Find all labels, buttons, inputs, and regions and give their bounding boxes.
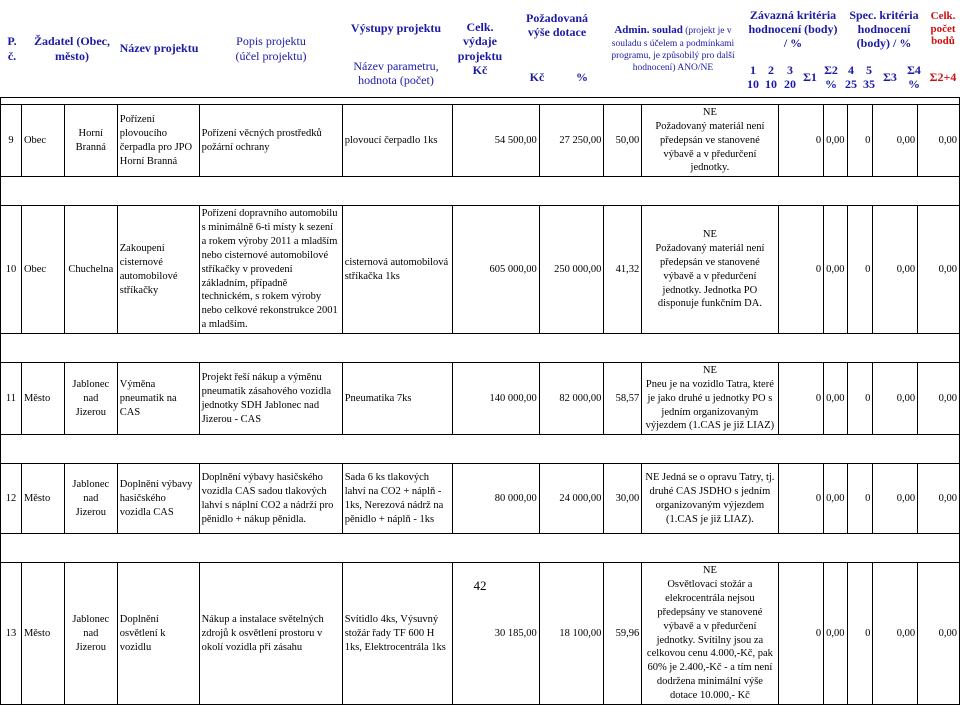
row-number: 10 <box>1 206 22 334</box>
project-outputs: Sada 6 ks tlakových lahví na CO2 + náplň - 1ks, Nerezová nádrž na pěnidlo + náplň - 1ks <box>342 464 453 534</box>
spacer-row <box>1 98 960 105</box>
sigma2-value: 0,00 <box>824 105 847 177</box>
sigma2-value: 0,00 <box>824 206 847 334</box>
header-celk-vydaje: Celk. výdaje projektu Kč <box>457 20 503 77</box>
header-poradi: P. č. <box>7 34 17 63</box>
total-points: 0,00 <box>918 105 960 177</box>
total-points: 0,00 <box>918 363 960 435</box>
spacer-row <box>1 534 960 563</box>
applicant-name: Horní Branná <box>64 105 117 177</box>
projects-table <box>0 97 960 705</box>
total-costs: 80 000,00 <box>453 464 539 534</box>
subsidy-percent: 30,00 <box>604 464 642 534</box>
sigma1-value: 0 <box>778 206 824 334</box>
requested-subsidy: 27 250,00 <box>539 105 604 177</box>
table-header <box>0 0 960 97</box>
spacer-row <box>1 177 960 206</box>
project-outputs: plovoucí čerpadlo 1ks <box>342 105 453 177</box>
total-costs: 605 000,00 <box>453 206 539 334</box>
applicant-type: Obec <box>21 105 64 177</box>
project-outputs: cisternová automobilová stříkačka 1ks <box>342 206 453 334</box>
sigma2-value: 0,00 <box>824 363 847 435</box>
project-name: Pořízení plovoucího čerpadla pro JPO Horní Branná <box>117 105 199 177</box>
header-pct: % <box>576 69 588 84</box>
project-name: Výměna pneumatik na CAS <box>117 363 199 435</box>
requested-subsidy: 18 100,00 <box>539 563 604 705</box>
header-spec-4: 4 25 <box>845 62 857 91</box>
admin-compliance: NE Požadovaný materiál není předepsán ve stanovené výbavě a v předurčení jednotky. Jednotka PO disponuje funkčním DA. <box>642 206 778 334</box>
total-costs: 54 500,00 <box>453 105 539 177</box>
applicant-name: Jablonec nad Jizerou <box>64 464 117 534</box>
header-zav-2: 2 10 <box>765 62 777 91</box>
admin-compliance: NE Jedná se o opravu Tatry, tj. druhé CAS JSDHO s jedním organizovaným výjezdem (1.CAS je již LIAZ). <box>642 464 778 534</box>
sigma1-value: 0 <box>778 105 824 177</box>
admin-compliance: NE Osvětlovací stožár a elekrocentrála nejsou předepsány ve stanovené výbavě a v předurčení jednotky. Svítilny jsou za celkovou cenu 4.000,-Kč, pak 60% je 2.400,-Kč - a tím není dodržena minimální výše dotace 10.000,- Kč <box>642 563 778 705</box>
total-points: 0,00 <box>918 563 960 705</box>
header-sigma4: Σ4 % <box>907 62 921 91</box>
project-description: Doplnění výbavy hasičského vozidla CAS sadou tlakových lahví s náplní CO2 a nádrží pro pěnidlo + nákup pěnidla. <box>199 464 342 534</box>
subsidy-percent: 50,00 <box>604 105 642 177</box>
header-zav-3: 3 20 <box>784 62 796 91</box>
applicant-name: Jablonec nad Jizerou <box>64 563 117 705</box>
header-sigma2: Σ2 % <box>824 62 838 91</box>
table-row <box>1 363 960 435</box>
sigma3-value: 0 <box>847 563 873 705</box>
subsidy-percent: 58,57 <box>604 363 642 435</box>
header-pozadovana: Požadovaná výše dotace <box>525 10 588 39</box>
row-number: 9 <box>1 105 22 177</box>
sigma1-value: 0 <box>778 563 824 705</box>
project-name: Zakoupení cisternové automobilové stříkačky <box>117 206 199 334</box>
spacer-row <box>1 334 960 363</box>
project-outputs: Pneumatika 7ks <box>342 363 453 435</box>
total-costs: 30 185,00 <box>453 563 539 705</box>
row-number: 12 <box>1 464 22 534</box>
header-celk-pocet: Celk. počet bodů <box>930 9 956 48</box>
project-description: Projekt řeší nákup a výměnu pneumatik zásahového vozidla jednotky SDH Jablonec nad Jizerou - CAS <box>199 363 342 435</box>
sigma4-value: 0,00 <box>873 206 918 334</box>
project-name: Doplnění osvětlení k vozidlu <box>117 563 199 705</box>
header-zadatel: Žadatel (Obec, město) <box>34 34 110 63</box>
admin-compliance: NE Pneu je na vozidlo Tatra, které je jako druhé u jednotky PO s jedním organizovaným výjezdem (1.CAS je již LIAZ) <box>642 363 778 435</box>
project-description: Pořízení věcných prostředků požární ochrany <box>199 105 342 177</box>
spacer-row <box>1 435 960 464</box>
header-zavazna: Závazná kritéria hodnocení (body) / % <box>748 7 838 51</box>
table-row <box>1 105 960 177</box>
header-spec-5: 5 35 <box>863 62 875 91</box>
project-name: Doplnění výbavy hasičského vozidla CAS <box>117 464 199 534</box>
requested-subsidy: 24 000,00 <box>539 464 604 534</box>
total-points: 0,00 <box>918 464 960 534</box>
header-popis: Popis projektu (účel projektu) <box>235 34 307 63</box>
sigma3-value: 0 <box>847 105 873 177</box>
sigma1-value: 0 <box>778 464 824 534</box>
header-nazev-parametru: Název parametru, hodnota (počet) <box>353 58 439 87</box>
sigma4-value: 0,00 <box>873 563 918 705</box>
sigma3-value: 0 <box>847 464 873 534</box>
sigma3-value: 0 <box>847 363 873 435</box>
requested-subsidy: 250 000,00 <box>539 206 604 334</box>
project-description: Pořízení dopravního automobilu s minimálně 6-ti místy k sezení a rokem výroby 2011 a mladším nebo cisternové automobilové stříkačky v provedení základním, případně technickém, s rokem výroby nebo celkové rekonstrukce 2001 a mladším. <box>199 206 342 334</box>
requested-subsidy: 82 000,00 <box>539 363 604 435</box>
applicant-name: Chuchelna <box>64 206 117 334</box>
sigma1-value: 0 <box>778 363 824 435</box>
total-points: 0,00 <box>918 206 960 334</box>
sigma4-value: 0,00 <box>873 105 918 177</box>
sigma3-value: 0 <box>847 206 873 334</box>
page-number: 42 <box>473 578 487 593</box>
header-sigma24: Σ2+4 <box>929 69 957 84</box>
header-spec: Spec. kritéria hodnocení (body) / % <box>849 7 919 51</box>
applicant-type: Město <box>21 464 64 534</box>
table-row <box>1 206 960 334</box>
header-sigma1: Σ1 <box>803 69 817 84</box>
total-costs: 140 000,00 <box>453 363 539 435</box>
applicant-name: Jablonec nad Jizerou <box>64 363 117 435</box>
admin-compliance: NE Požadovaný materiál není předepsán ve stanovené výbavě a v předurčení jednotky. <box>642 105 778 177</box>
sigma4-value: 0,00 <box>873 363 918 435</box>
header-sigma3: Σ3 <box>883 69 897 84</box>
project-description: Nákup a instalace světelných zdrojů k osvětlení prostoru v okolí vozidla při zásahu <box>199 563 342 705</box>
header-admin-soulad: Admin. soulad (projekt je v souladu s účelem a podmínkami programu, je způsobilý pro další hodnocení) ANO/NE <box>611 24 735 74</box>
table-row <box>1 464 960 534</box>
project-outputs: Svítidlo 4ks, Výsuvný stožár řady TF 600 H 1ks, Elektrocentrála 1ks <box>342 563 453 705</box>
header-kc: Kč <box>529 69 545 84</box>
applicant-type: Město <box>21 563 64 705</box>
row-number: 11 <box>1 363 22 435</box>
sigma2-value: 0,00 <box>824 464 847 534</box>
sigma4-value: 0,00 <box>873 464 918 534</box>
applicant-type: Obec <box>21 206 64 334</box>
subsidy-percent: 41,32 <box>604 206 642 334</box>
applicant-type: Město <box>21 363 64 435</box>
subsidy-percent: 59,96 <box>604 563 642 705</box>
row-number: 13 <box>1 563 22 705</box>
header-zav-1: 1 10 <box>747 62 759 91</box>
header-vystupy: Výstupy projektu <box>350 20 442 35</box>
sigma2-value: 0,00 <box>824 563 847 705</box>
header-nazev: Název projektu <box>119 41 199 56</box>
